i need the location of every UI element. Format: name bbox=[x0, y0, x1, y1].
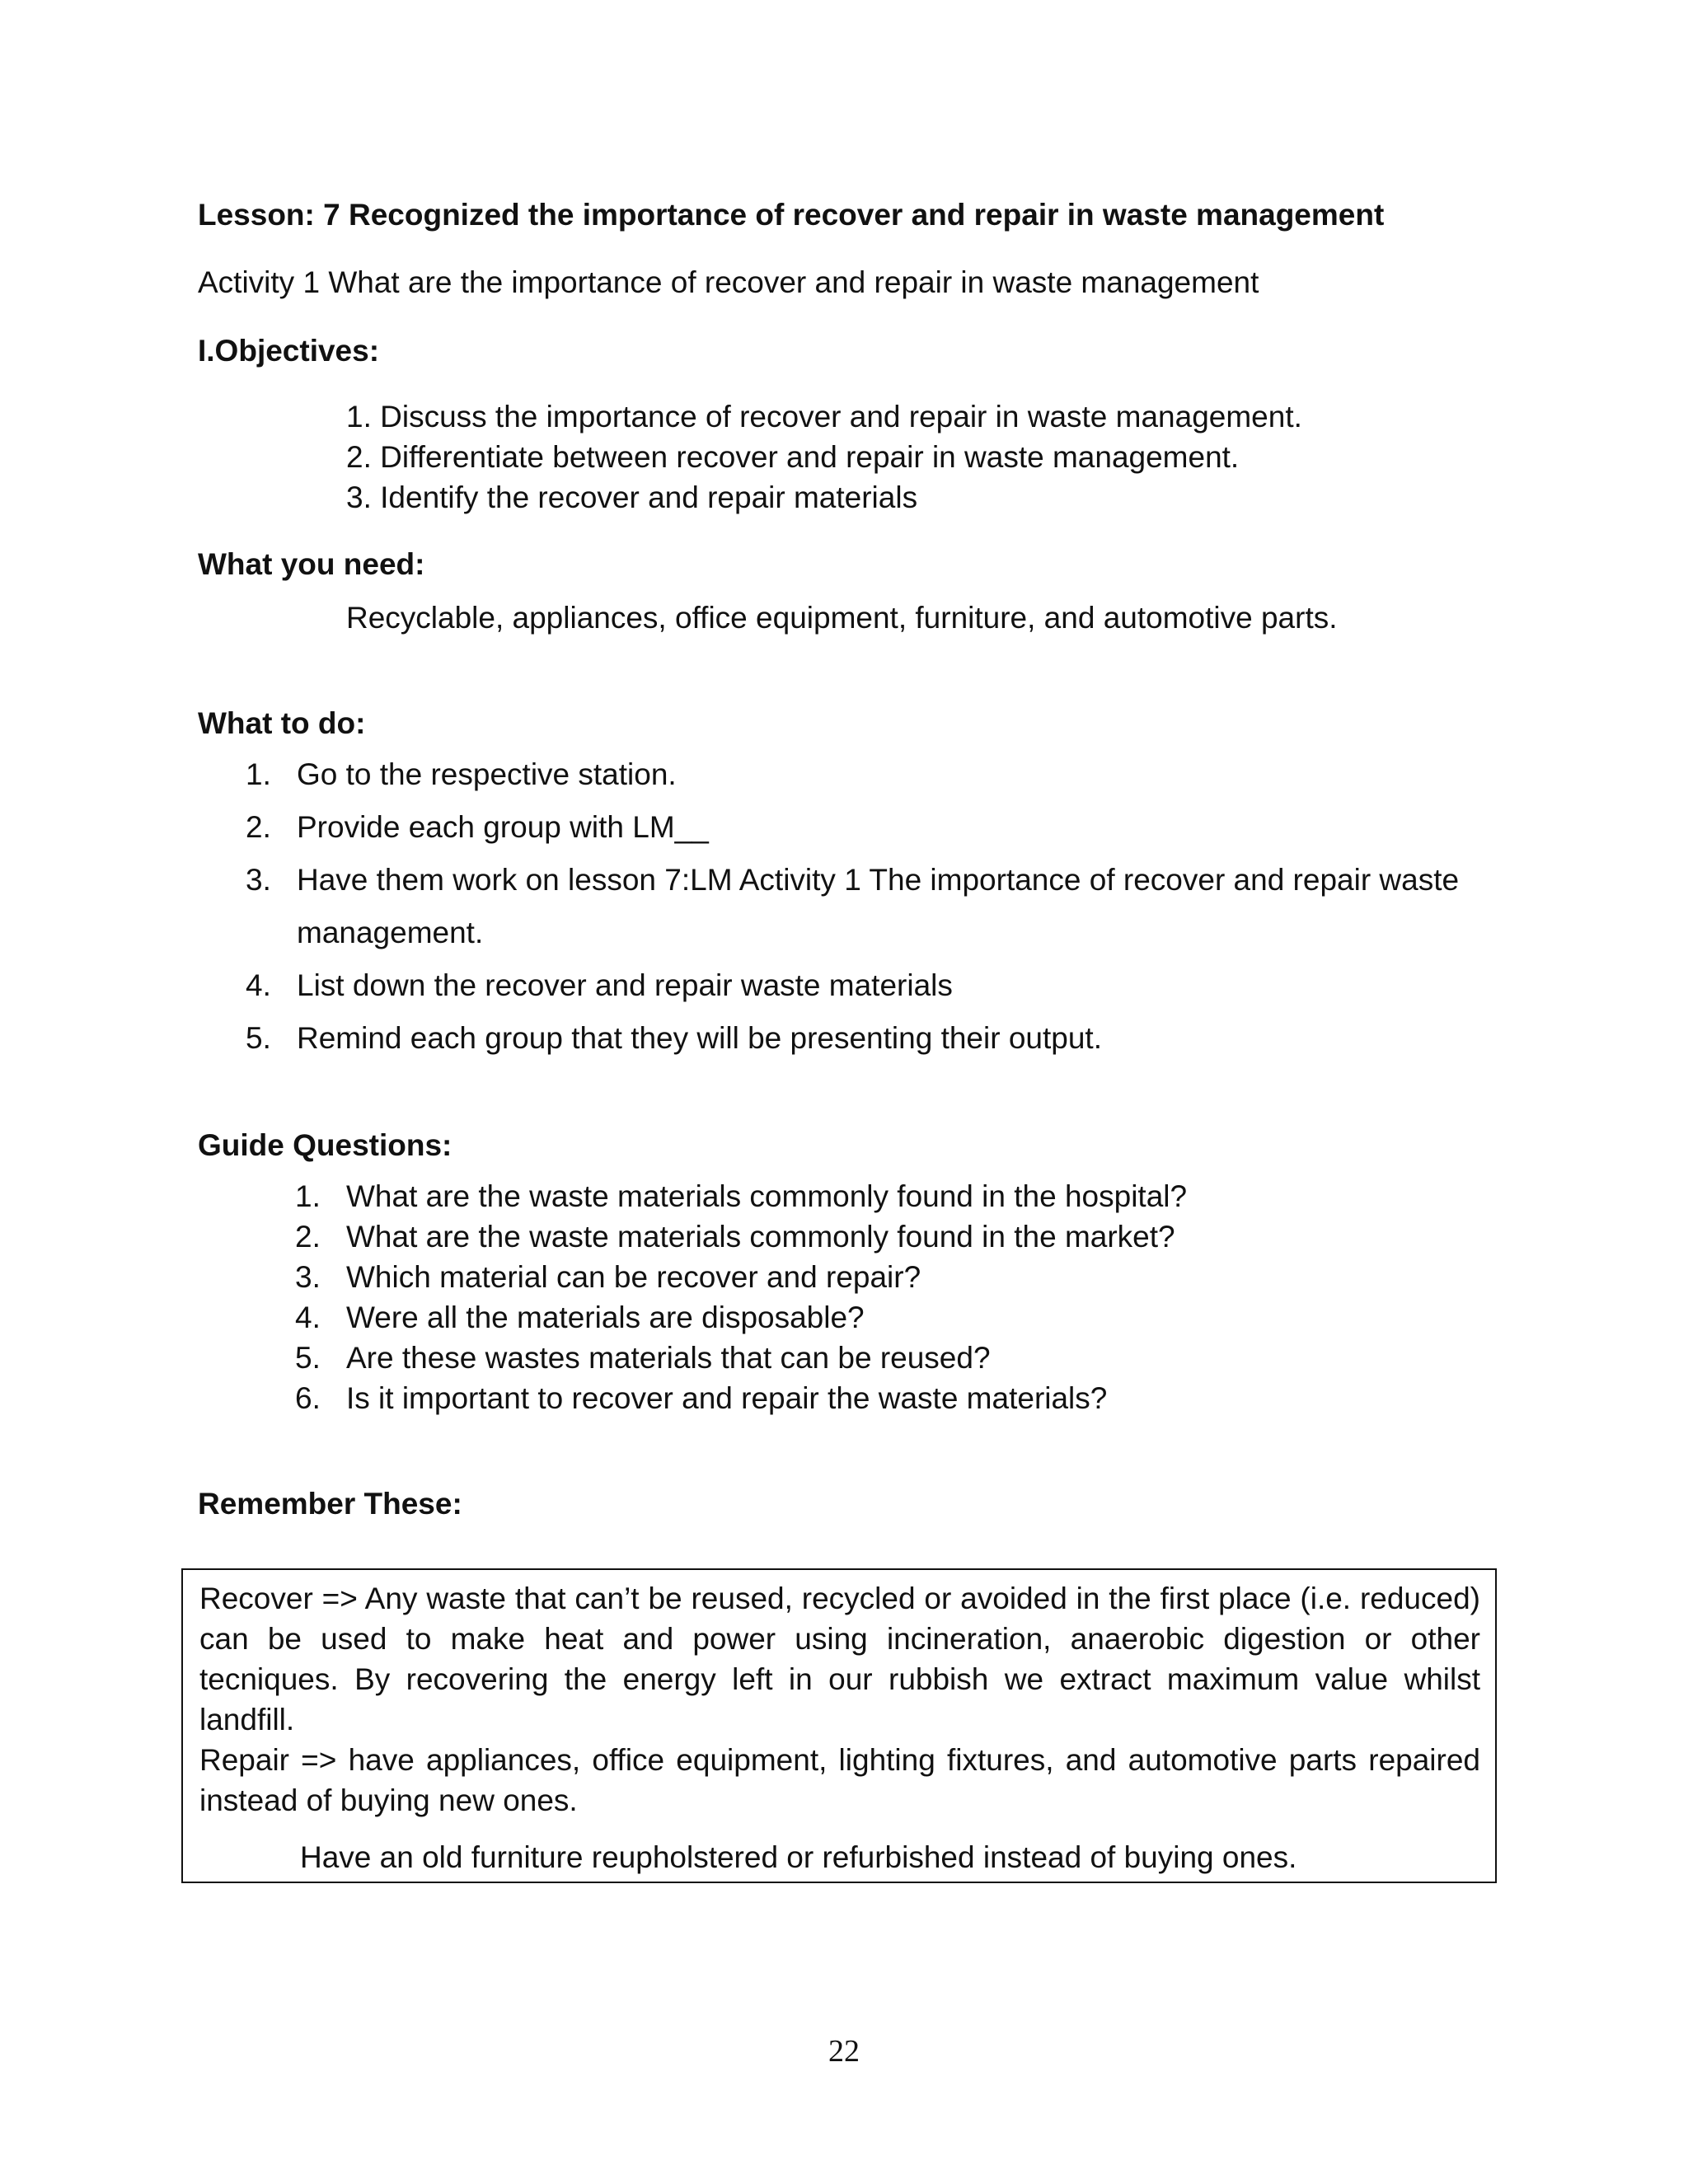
list-item-text: Are these wastes materials that can be reused? bbox=[346, 1341, 991, 1375]
list-item-number: 6. bbox=[295, 1381, 321, 1415]
page-number: 22 bbox=[828, 2034, 860, 2069]
repair-definition: Repair => have appliances, office equipment, lighting fixtures, and automotive parts repaired instead of buying new ones. bbox=[199, 1743, 1480, 1817]
list-item-number: 1. bbox=[246, 757, 271, 791]
list-item-number: 5. bbox=[295, 1341, 321, 1375]
list-item bbox=[198, 1178, 1517, 1218]
list-item-text: Remind each group that they will be presenting their output. bbox=[297, 1021, 1102, 1055]
remember-box bbox=[181, 1568, 1497, 1883]
list-item bbox=[198, 861, 1517, 967]
objectives-list bbox=[346, 398, 1302, 519]
list-item-text: Which material can be recover and repair? bbox=[346, 1260, 921, 1294]
what-you-need-text: Recyclable, appliances, office equipment, furniture, and automotive parts. bbox=[346, 601, 1338, 635]
furniture-tip: Have an old furniture reupholstered or refurbished instead of buying ones. bbox=[300, 1840, 1297, 1874]
list-item bbox=[198, 1019, 1517, 1072]
list-item-number: 5. bbox=[246, 1021, 271, 1055]
list-item-text: Have them work on lesson 7:LM Activity 1 The importance of recover and repair waste bbox=[297, 863, 1460, 897]
what-to-do-list bbox=[198, 756, 1517, 1072]
list-item-text: Is it important to recover and repair the waste materials? bbox=[346, 1381, 1108, 1415]
list-item-text: What are the waste materials commonly found in the hospital? bbox=[346, 1179, 1188, 1213]
list-item-number: 3. bbox=[295, 1260, 321, 1294]
lesson-title: Lesson: 7 Recognized the importance of recover and repair in waste management bbox=[198, 198, 1385, 232]
list-item-number: 2. bbox=[246, 810, 271, 844]
list-item-number: 4. bbox=[246, 968, 271, 1002]
list-item-number: 4. bbox=[295, 1301, 321, 1334]
list-item bbox=[198, 1339, 1517, 1380]
guide-questions-heading: Guide Questions: bbox=[198, 1128, 452, 1162]
objectives-heading: I.Objectives: bbox=[198, 334, 380, 368]
list-item bbox=[198, 1380, 1517, 1420]
recover-definition: Recover => Any waste that can’t be reused, recycled or avoided in the first place (i.e. reduced) can be used to make heat and power using incineration, anaerobic digestion or other tecniques. By recovering the energy left in our rubbish we extract maximum value whilst landfill. bbox=[199, 1582, 1480, 1736]
list-item bbox=[198, 1299, 1517, 1339]
list-item-number: 1. bbox=[295, 1179, 321, 1213]
list-item bbox=[198, 808, 1517, 861]
list-item bbox=[198, 1218, 1517, 1258]
list-item-text: List down the recover and repair waste materials bbox=[297, 968, 953, 1002]
list-item-text: Provide each group with LM__ bbox=[297, 810, 709, 844]
objective-item: 3. Identify the recover and repair materials bbox=[346, 480, 918, 514]
list-item bbox=[198, 756, 1517, 808]
objective-item: 2. Differentiate between recover and repair in waste management. bbox=[346, 440, 1240, 474]
guide-questions-list bbox=[198, 1178, 1517, 1420]
list-item-text: What are the waste materials commonly found in the market? bbox=[346, 1220, 1175, 1254]
list-item-text: Go to the respective station. bbox=[297, 757, 677, 791]
list-item bbox=[198, 1258, 1517, 1299]
list-item bbox=[198, 967, 1517, 1019]
what-you-need-heading: What you need: bbox=[198, 547, 425, 581]
list-item-continuation: management. bbox=[297, 916, 484, 949]
list-item-text: Were all the materials are disposable? bbox=[346, 1301, 865, 1334]
list-item-number: 2. bbox=[295, 1220, 321, 1254]
list-item-number: 3. bbox=[246, 863, 271, 897]
remember-heading: Remember These: bbox=[198, 1487, 462, 1521]
activity-title: Activity 1 What are the importance of recover and repair in waste management bbox=[198, 265, 1259, 299]
what-to-do-heading: What to do: bbox=[198, 706, 366, 740]
objective-item: 1. Discuss the importance of recover and repair in waste management. bbox=[346, 400, 1302, 434]
